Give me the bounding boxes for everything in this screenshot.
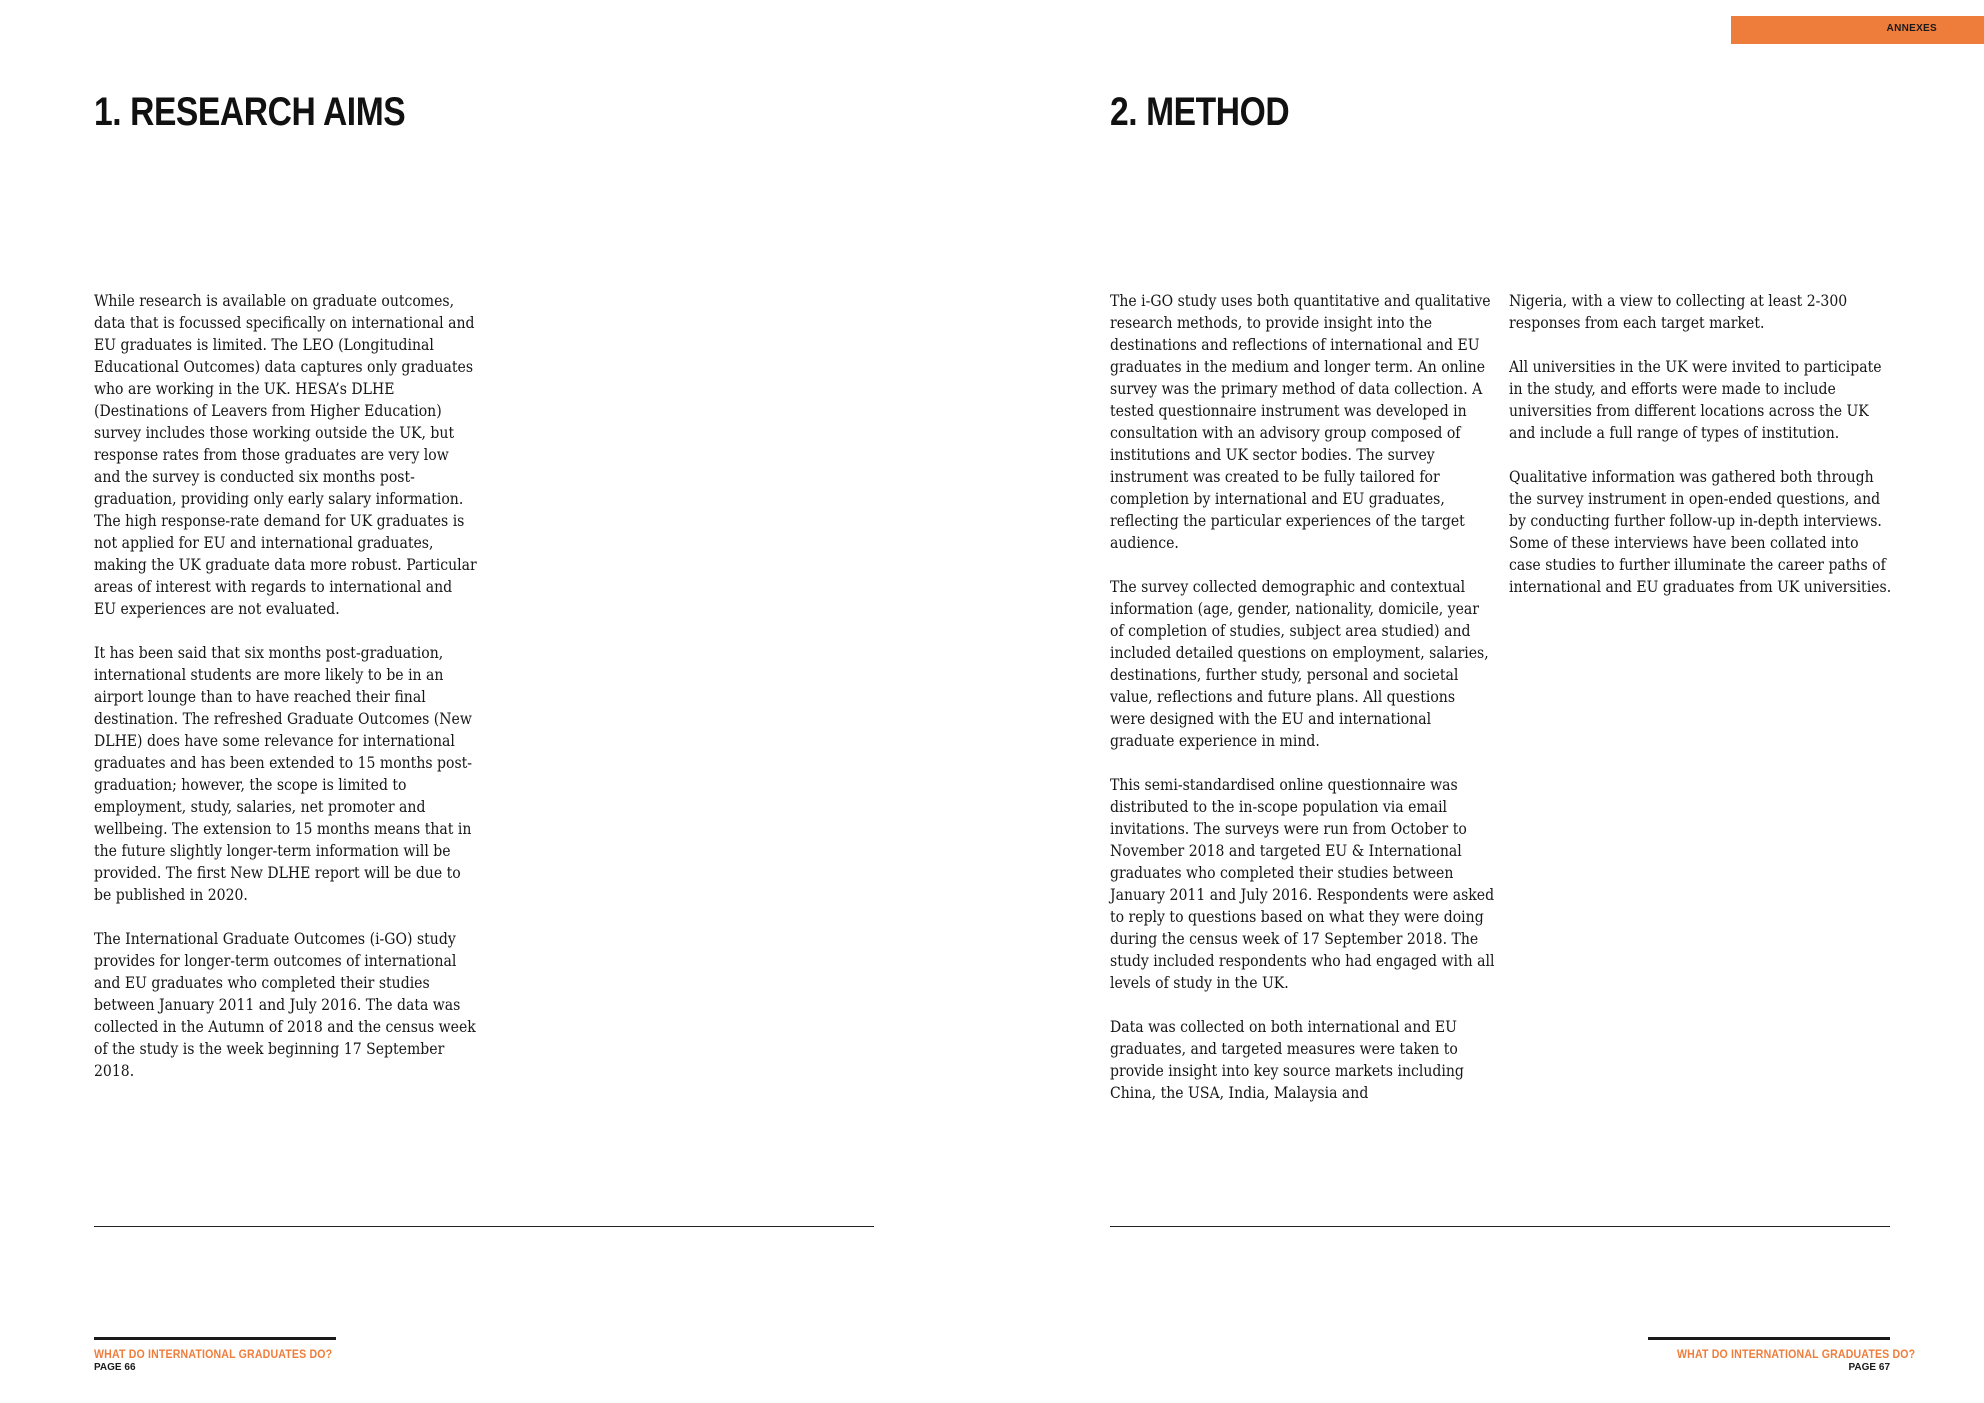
method-col1-paragraph-4: Data was collected on both international and EU graduates, and targeted measures were taken to provide insight into key source markets including China, the USA, India, Malaysia and [1110, 1018, 1464, 1102]
right-page-number: PAGE 67 [1848, 1362, 1890, 1373]
right-page-footer [1648, 1337, 1916, 1374]
research-aims-paragraph-1: While research is available on graduate outcomes, data that is focussed specifically on international and EU graduates is limited. The LEO (Longitudinal Educational Outcomes) data captures only graduates who are working in the UK. HESA’s DLHE (Destinations of Leavers from Higher Education) survey includes those working outside the UK, but response rates from those graduates are very low and the survey is conducted six months post-graduation, providing only early salary information. The high response-rate demand for UK graduates is not applied for EU and international graduates, making the UK graduate data more robust. Particular areas of interest with regards to international and EU experiences are not evaluated. [94, 292, 477, 618]
left-page-title: 1. RESEARCH AIMS [94, 90, 406, 134]
research-aims-paragraph-3: The International Graduate Outcomes (i-GO) study provides for longer-term outcomes of international and EU graduates who completed their studies between January 2011 and July 2016. The data was collected in the Autumn of 2018 and the census week of the study is the week beginning 17 September 2018. [94, 930, 476, 1080]
right-footer-bar [1648, 1337, 1890, 1340]
right-footer-title: WHAT DO INTERNATIONAL GRADUATES DO? [1677, 1347, 1916, 1361]
left-page-number: PAGE 66 [94, 1362, 136, 1373]
method-column-2 [1509, 290, 1894, 598]
left-page-divider [94, 1226, 874, 1227]
method-col1-paragraph-3: This semi-standardised online questionnaire was distributed to the in-scope population via email invitations. The surveys were run from October to November 2018 and targeted EU & International graduates who completed their studies between January 2011 and July 2016. Respondents were asked to reply to questions based on what they were doing during the census week of 17 September 2018. The study included respondents who had engaged with all levels of study in the UK. [1110, 776, 1495, 992]
method-col1-paragraph-2: The survey collected demographic and contextual information (age, gender, nationality, domicile, year of completion of studies, subject area studied) and included detailed questions on employment, salaries, destinations, further study, personal and societal value, reflections and future plans. All questions were designed with the EU and international graduate experience in mind. [1110, 578, 1489, 750]
method-col2-paragraph-2: All universities in the UK were invited to participate in the study, and efforts were made to include universities from different locations across the UK and include a full range of types of institution. [1509, 358, 1882, 442]
method-col2-paragraph-1: Nigeria, with a view to collecting at least 2-300 responses from each target market. [1509, 292, 1848, 332]
left-footer-title: WHAT DO INTERNATIONAL GRADUATES DO? [94, 1347, 333, 1361]
left-page-footer [94, 1337, 336, 1374]
research-aims-column [94, 290, 479, 1082]
method-column-1 [1110, 290, 1495, 1104]
method-col2-paragraph-3: Qualitative information was gathered both through the survey instrument in open-ended questions, and by conducting further follow-up in-depth interviews. Some of these interviews have been collated into case studies to further illuminate the career paths of international and EU graduates from UK universities. [1509, 468, 1892, 596]
right-page-title: 2. METHOD [1110, 90, 1290, 134]
method-col1-paragraph-1: The i-GO study uses both quantitative and qualitative research methods, to provide insight into the destinations and reflections of international and EU graduates in the medium and longer term. An online survey was the primary method of data collection. A tested questionnaire instrument was developed in consultation with an advisory group composed of institutions and UK sector bodies. The survey instrument was created to be fully tailored for completion by international and EU graduates, reflecting the particular experiences of the target audience. [1110, 292, 1491, 552]
research-aims-paragraph-2: It has been said that six months post-graduation, international students are more likely to be in an airport lounge than to have reached their final destination. The refreshed Graduate Outcomes (New DLHE) does have some relevance for international graduates and has been extended to 15 months post-graduation; however, the scope is limited to employment, study, salaries, net promoter and wellbeing. The extension to 15 months means that in the future slightly longer-term information will be provided. The first New DLHE report will be due to be published in 2020. [94, 644, 473, 904]
left-footer-bar [94, 1337, 336, 1340]
annexes-tab-label: ANNEXES [1886, 23, 1937, 34]
right-page-divider [1110, 1226, 1890, 1227]
annexes-tab [1731, 16, 1984, 44]
